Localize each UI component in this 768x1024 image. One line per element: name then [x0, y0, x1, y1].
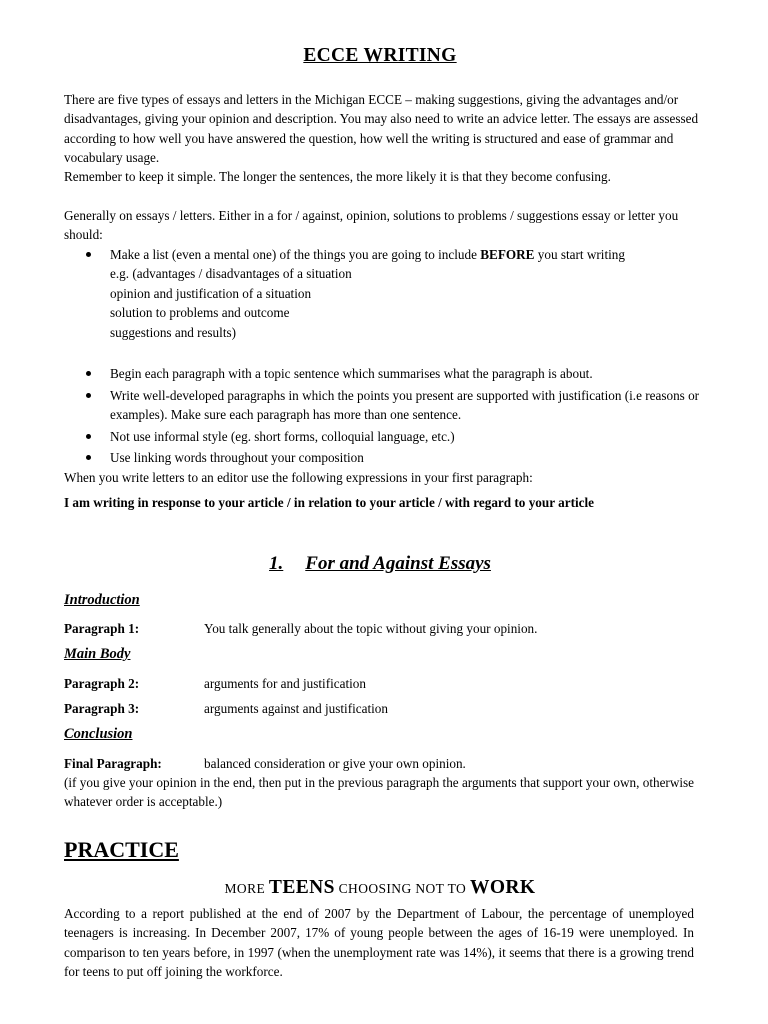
- section-heading: [0, 553, 760, 575]
- paragraph-1-row: [64, 619, 724, 638]
- sub-line: solution to problems and outcome: [110, 305, 290, 321]
- paragraph-3-row: [64, 699, 724, 718]
- final-paragraph-note: (if you give your opinion in the end, then put in the previous paragraph the arguments that support your own, otherwise whatever order is acceptable.): [64, 775, 694, 810]
- sub-line: e.g. (advantages / disadvantages of a situation: [110, 266, 352, 282]
- sub-line: suggestions and results): [110, 324, 237, 340]
- introduction-heading: Introduction: [64, 592, 140, 608]
- advice-list-continued: [64, 427, 704, 446]
- headline-word: CHOOSING NOT TO: [334, 881, 470, 896]
- paragraph-description: balanced consideration or give your own opinion.: [204, 756, 466, 771]
- headline-word: WORK: [469, 877, 536, 898]
- bullet-icon: [86, 252, 91, 257]
- headline-word: MORE: [224, 881, 269, 896]
- advice-list-continued: [64, 448, 704, 467]
- practice-heading: PRACTICE: [64, 837, 179, 862]
- bullet-icon: [86, 393, 91, 398]
- paragraph-description: arguments for and justification: [204, 676, 366, 691]
- list-item-emphasis: BEFORE: [480, 247, 535, 262]
- advice-list-continued: [64, 364, 704, 383]
- advice-list: [64, 245, 704, 342]
- intro-paragraph-1: There are five types of essays and letters in the Michigan ECCE – making suggestions, giving the advantages and/or disadvantages, giving your opinion and description. You may also need to write an advice letter. The essays are assessed according to how well you have answered the question, how well the writing is structured and ease of grammar and vocabulary usage.: [64, 92, 699, 166]
- paragraph-2-row: [64, 674, 724, 693]
- list-item-text: Make a list (even a mental one) of the things you are going to include: [110, 247, 481, 262]
- main-body-heading: Main Body: [64, 646, 131, 662]
- section-title: For and Against Essays: [305, 553, 491, 574]
- article-headline: [0, 877, 760, 899]
- headline-word: TEENS: [268, 877, 335, 898]
- sub-line: opinion and justification of a situation: [110, 285, 312, 301]
- list-item-text: Use linking words throughout your composition: [110, 450, 364, 465]
- letters-expression: I am writing in response to your article / in relation to your article / with regard to your article: [64, 495, 594, 510]
- intro-paragraph-3: Generally on essays / letters. Either in a for / against, opinion, solutions to problems / suggestions essay or letter you should:: [64, 208, 679, 243]
- bullet-icon: [86, 371, 91, 376]
- list-item: [64, 386, 704, 425]
- bullet-icon: [86, 434, 91, 439]
- advice-list-continued: [64, 386, 704, 425]
- conclusion-heading: Conclusion: [64, 726, 133, 742]
- paragraph-label: Final Paragraph:: [64, 756, 162, 771]
- article-text: According to a report published at the end of 2007 by the Department of Labour, the percentage of unemployed teenagers is increasing. In December 2007, 17% of young people between the ages of 16-19 were unemployed. In comparison to ten years before, in 1997 (when the unemployment rate was 14%), it seems that there is a growing trend for teens to put off joining the workforce.: [64, 906, 694, 980]
- list-item: [64, 448, 704, 467]
- bullet-icon: [86, 455, 91, 460]
- list-sub-lines: [110, 264, 704, 342]
- intro-paragraph-2: Remember to keep it simple. The longer the sentences, the more likely it is that they become confusing.: [64, 169, 611, 184]
- list-item-text: Not use informal style (eg. short forms, colloquial language, etc.): [110, 429, 455, 444]
- list-item-text: you start writing: [534, 247, 625, 262]
- paragraph-label: Paragraph 3:: [64, 701, 140, 716]
- section-number: 1.: [269, 553, 284, 574]
- list-item: [64, 364, 704, 383]
- paragraph-description: You talk generally about the topic without giving your opinion.: [204, 621, 538, 636]
- list-item: [64, 245, 704, 342]
- document-title: ECCE WRITING: [303, 45, 457, 66]
- letters-note: When you write letters to an editor use the following expressions in your first paragraph:: [64, 470, 533, 485]
- list-item-text: Begin each paragraph with a topic sentence which summarises what the paragraph is about.: [110, 366, 593, 381]
- paragraph-label: Paragraph 2:: [64, 676, 140, 691]
- list-item: [64, 427, 704, 446]
- final-paragraph-row: [64, 754, 724, 773]
- paragraph-label: Paragraph 1:: [64, 621, 140, 636]
- paragraph-description: arguments against and justification: [204, 701, 388, 716]
- list-item-text: Write well-developed paragraphs in which the points you present are supported with justification (i.e reasons or examples). Make sure each paragraph has more than one sentence.: [110, 388, 700, 423]
